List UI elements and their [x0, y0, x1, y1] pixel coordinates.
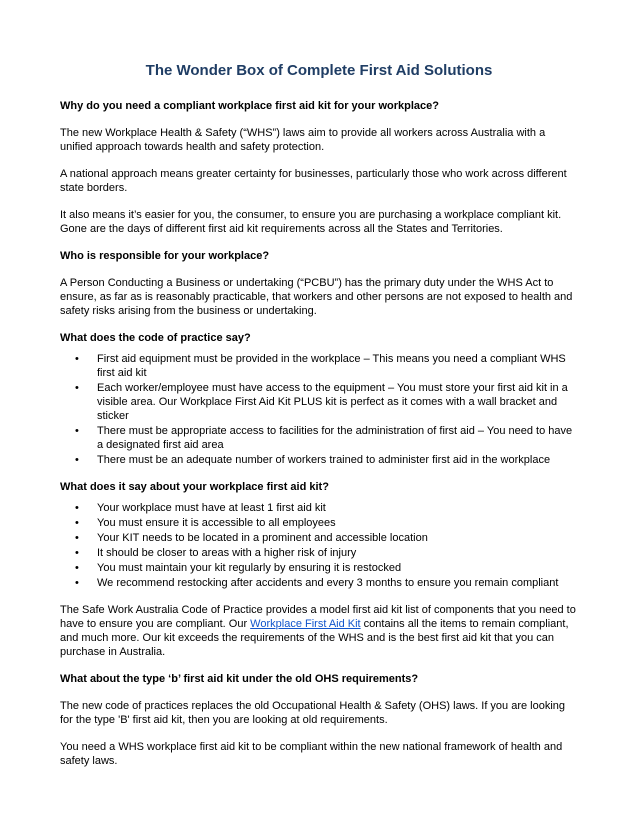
bullet-icon: • — [75, 502, 79, 514]
paragraph: The new Workplace Health & Safety (“WHS”) laws aim to provide all workers across Australia with a unified approach towards health and safety protection. — [60, 127, 546, 153]
code-of-practice-list — [60, 352, 580, 467]
paragraph: The new code of practices replaces the old Occupational Health & Safety (OHS) laws. If you are looking for the type 'B' first aid kit, then you are looking at old requirements. — [60, 700, 566, 726]
bullet-icon: • — [75, 577, 79, 589]
first-aid-kit-list — [60, 501, 580, 590]
list-item: • We recommend restocking after accidents and every 3 months to ensure you remain compliant — [75, 577, 559, 589]
bullet-icon: • — [75, 425, 79, 437]
paragraph: A Person Conducting a Business or undertaking (“PCBU”) has the primary duty under the WHS Act to ensure, as far as is reasonably practicable, that workers and other persons are not exposed to health and safety risks arising from the business or undertaking. — [60, 277, 573, 317]
list-item: • There must be an adequate number of workers trained to administer first aid in the workplace — [75, 454, 551, 466]
list-item: • You must maintain your kit regularly by ensuring it is restocked — [75, 562, 402, 574]
section-heading-first-aid-kit: What does it say about your workplace first aid kit? — [60, 481, 329, 493]
section-heading-type-b: What about the type ‘b’ first aid kit under the old OHS requirements? — [60, 673, 419, 685]
bullet-icon: • — [75, 547, 79, 559]
paragraph: A national approach means greater certainty for businesses, particularly those who work across different state borders. — [60, 168, 567, 194]
workplace-first-aid-kit-link[interactable]: Workplace First Aid Kit — [250, 618, 361, 630]
list-item: • Your workplace must have at least 1 first aid kit — [75, 502, 326, 514]
document-body — [60, 99, 580, 781]
paragraph: It also means it’s easier for you, the consumer, to ensure you are purchasing a workplace compliant kit. Gone are the days of different first aid kit requirements across all the States and Territories. — [60, 209, 562, 235]
bullet-icon: • — [75, 517, 79, 529]
list-item: • Your KIT needs to be located in a prominent and accessible location — [75, 532, 428, 544]
bullet-icon: • — [75, 532, 79, 544]
list-item: • It should be closer to areas with a higher risk of injury — [75, 547, 357, 559]
list-item: • Each worker/employee must have access to the equipment – You must store your first aid kit in a visible area. Our Workplace First Aid Kit PLUS kit is perfect as it comes with a wall bracket and sticker — [75, 382, 568, 422]
bullet-icon: • — [75, 562, 79, 574]
list-item: • First aid equipment must be provided in the workplace – This means you need a compliant WHS first aid kit — [75, 353, 566, 379]
section-heading-code-of-practice: What does the code of practice say? — [60, 332, 251, 344]
section-heading-responsible: Who is responsible for your workplace? — [60, 250, 270, 262]
bullet-icon: • — [75, 382, 79, 394]
section-heading-why: Why do you need a compliant workplace first aid kit for your workplace? — [60, 100, 439, 112]
page-title: The Wonder Box of Complete First Aid Solutions — [145, 62, 493, 79]
paragraph: You need a WHS workplace first aid kit to be compliant within the new national framework of health and safety laws. — [60, 741, 563, 767]
bullet-icon: • — [75, 353, 79, 365]
list-item: • There must be appropriate access to facilities for the administration of first aid – You need to have a designated first aid area — [75, 425, 573, 451]
paragraph-with-link: The Safe Work Australia Code of Practice provides a model first aid kit list of components that you need to have to ensure you are compliant. Our Workplace First Aid Kit contains all the items to remain compliant, and much more. Our kit exceeds the requirements of the WHS and is the best first aid kit that you can purchase in Australia. — [60, 604, 576, 658]
list-item: • You must ensure it is accessible to all employees — [75, 517, 336, 529]
bullet-icon: • — [75, 454, 79, 466]
